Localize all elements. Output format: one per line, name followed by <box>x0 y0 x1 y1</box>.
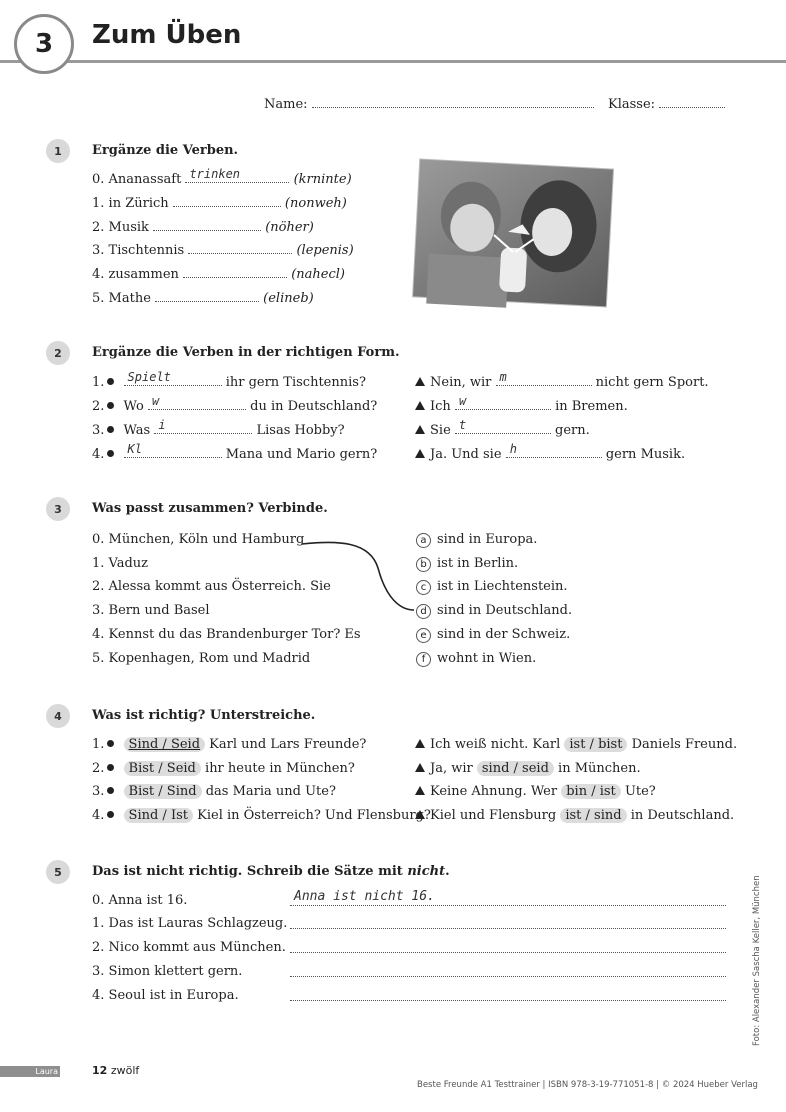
ex1-item-2: 2. Musik (nöher) <box>92 220 314 235</box>
exercise-5-badge: 5 <box>46 860 70 884</box>
bullet-icon <box>107 402 114 409</box>
ex2-left-1: 1. Spielt ihr gern Tischtennis? <box>92 370 366 390</box>
copyright: Beste Freunde A1 Testtrainer | ISBN 978-3-19-771051-8 | © 2024 Hueber Verlag <box>417 1080 758 1090</box>
ex4-right-2: Ja, wir sind / seid in München. <box>415 761 641 776</box>
photo-credit: Foto: Alexander Sascha Keller, München <box>752 875 762 1046</box>
ex5-item-4: 4. Seoul ist in Europa. <box>92 988 239 1003</box>
ex1-answer-1[interactable] <box>173 194 281 207</box>
ex5-item-0: 0. Anna ist 16. <box>92 893 188 908</box>
ex2-right-1: Nein, wir m nicht gern Sport. <box>415 373 709 390</box>
ex4-left-3: 3. Bist / Sind das Maria und Ute? <box>92 784 336 799</box>
triangle-icon <box>415 401 425 410</box>
ex1-answer-5[interactable] <box>155 289 259 302</box>
ex4-right-1: Ich weiß nicht. Karl ist / bist Daniels Freund. <box>415 737 737 752</box>
ex3-left-2: 2. Alessa kommt aus Österreich. Sie <box>92 579 331 594</box>
ex4-left-1: 1. Sind / Seid Karl und Lars Freunde? <box>92 737 367 752</box>
class-field <box>608 95 725 112</box>
exercise-1-badge: 1 <box>46 139 70 163</box>
ex3-right-f[interactable]: f wohnt in Wien. <box>416 651 536 667</box>
ex1-answer-0[interactable]: trinken <box>185 170 289 183</box>
choice-pill[interactable]: ist / sind <box>560 808 626 823</box>
name-field <box>264 95 594 112</box>
ex4-right-3: Keine Ahnung. Wer bin / ist Ute? <box>415 784 656 799</box>
ex1-answer-3[interactable] <box>188 241 292 254</box>
ex3-left-5: 5. Kopenhagen, Rom und Madrid <box>92 651 311 666</box>
ex3-right-b[interactable]: b ist in Berlin. <box>416 556 518 572</box>
ex2-left-answer-1[interactable]: Spielt <box>124 373 222 386</box>
chapter-number: 3 <box>34 29 54 59</box>
exercise-1-instruction: Ergänze die Verben. <box>92 143 239 158</box>
ex4-left-2: 2. Bist / Seid ihr heute in München? <box>92 761 355 776</box>
ex2-right-2: Ich w in Bremen. <box>415 397 628 414</box>
bullet-icon <box>107 450 114 457</box>
ex2-left-4: 4. Kl Mana und Mario gern? <box>92 442 378 462</box>
ex1-item-3: 3. Tischtennis (lepenis) <box>92 243 354 258</box>
ex1-item-4: 4. zusammen (nahecl) <box>92 267 345 282</box>
glass <box>499 247 527 292</box>
exercise-4-instruction: Was ist richtig? Unterstreiche. <box>92 708 316 723</box>
ex3-left-1: 1. Vaduz <box>92 556 149 571</box>
ex3-right-a[interactable]: a sind in Europa. <box>416 532 537 548</box>
choice-pill[interactable]: sind / seid <box>477 761 554 776</box>
triangle-icon <box>415 786 425 795</box>
chapter-number-badge <box>14 14 74 74</box>
ex2-right-4: Ja. Und sie h gern Musik. <box>415 445 685 462</box>
ex5-answer-line-1[interactable] <box>290 916 726 929</box>
ex2-left-answer-4[interactable]: Kl <box>124 445 222 458</box>
choice-pill[interactable]: Bist / Seid <box>124 761 201 776</box>
name-input-line[interactable] <box>312 95 594 108</box>
ex2-left-3: 3. Was i Lisas Hobby? <box>92 418 345 438</box>
ex5-item-1: 1. Das ist Lauras Schlagzeug. <box>92 916 288 931</box>
class-label: Klasse: <box>608 97 656 112</box>
choice-pill[interactable]: Bist / Sind <box>124 784 202 799</box>
ex3-right-e[interactable]: e sind in der Schweiz. <box>416 627 570 643</box>
exercise-3-instruction: Was passt zusammen? Verbinde. <box>92 501 328 516</box>
ex5-item-2: 2. Nico kommt aus München. <box>92 940 286 955</box>
ex1-item-1: 1. in Zürich (nonweh) <box>92 196 347 211</box>
ex3-right-d[interactable]: d sind in Deutschland. <box>416 603 572 619</box>
ex1-answer-4[interactable] <box>183 265 287 278</box>
ex1-item-0: 0. Ananassaft trinken (krninte) <box>92 167 352 187</box>
triangle-icon <box>415 763 425 772</box>
header-rule <box>0 60 786 63</box>
ex3-left-0: 0. München, Köln und Hamburg <box>92 532 305 547</box>
ex2-left-answer-3[interactable]: i <box>154 421 252 434</box>
ex5-item-3: 3. Simon klettert gern. <box>92 964 243 979</box>
ex2-right-answer-2[interactable]: w <box>455 397 551 410</box>
ex5-answer-line-4[interactable] <box>290 988 726 1001</box>
triangle-icon <box>415 449 425 458</box>
bullet-icon <box>107 426 114 433</box>
ex2-left-2: 2. Wo w du in Deutschland? <box>92 394 378 414</box>
choice-pill[interactable]: bin / ist <box>561 784 621 799</box>
ex3-right-c[interactable]: c ist in Liechtenstein. <box>416 579 568 595</box>
bullet-icon <box>107 378 114 385</box>
photo-two-kids-drinking <box>410 158 618 310</box>
triangle-icon <box>415 810 425 819</box>
exercise-2-badge: 2 <box>46 341 70 365</box>
bullet-icon <box>107 740 114 747</box>
ex2-right-answer-3[interactable]: t <box>455 421 551 434</box>
triangle-icon <box>415 739 425 748</box>
example-connection-line <box>300 538 420 618</box>
ex1-answer-2[interactable] <box>153 218 261 231</box>
ex3-left-4: 4. Kennst du das Brandenburger Tor? Es <box>92 627 361 642</box>
choice-pill[interactable]: Sind / Ist <box>124 808 193 823</box>
ex2-right-answer-1[interactable]: m <box>496 373 592 386</box>
ex5-answer-line-3[interactable] <box>290 964 726 977</box>
bullet-icon <box>107 787 114 794</box>
ex4-left-4: 4. Sind / Ist Kiel in Österreich? Und Flensburg? <box>92 808 431 823</box>
ex5-answer-line-2[interactable] <box>290 940 726 953</box>
ex1-item-5: 5. Mathe (elineb) <box>92 291 314 306</box>
page-title: Zum Üben <box>92 20 242 50</box>
triangle-icon <box>415 425 425 434</box>
ex2-right-answer-4[interactable]: h <box>506 445 602 458</box>
triangle-icon <box>415 377 425 386</box>
bullet-icon <box>107 811 114 818</box>
ex5-answer-line-0[interactable]: Anna ist nicht 16. <box>290 893 726 906</box>
choice-pill[interactable]: Sind / Seid <box>124 737 205 752</box>
exercise-3-badge: 3 <box>46 497 70 521</box>
exercise-2-instruction: Ergänze die Verben in der richtigen Form. <box>92 345 400 360</box>
ex2-right-3: Sie t gern. <box>415 421 590 438</box>
name-label: Name: <box>264 97 308 112</box>
footer-tag: Laura <box>0 1066 60 1077</box>
boy-shirt <box>426 254 509 308</box>
class-input-line[interactable] <box>659 95 725 108</box>
exercise-5-instruction: Das ist nicht richtig. Schreib die Sätze mit nicht. <box>92 864 450 879</box>
page-number: 12 zwölf <box>92 1064 140 1077</box>
choice-pill[interactable]: ist / bist <box>564 737 627 752</box>
exercise-4-badge: 4 <box>46 704 70 728</box>
bullet-icon <box>107 764 114 771</box>
ex4-right-4: Kiel und Flensburg ist / sind in Deutschland. <box>415 808 734 823</box>
ex3-left-3: 3. Bern und Basel <box>92 603 210 618</box>
ex2-left-answer-2[interactable]: w <box>148 397 246 410</box>
